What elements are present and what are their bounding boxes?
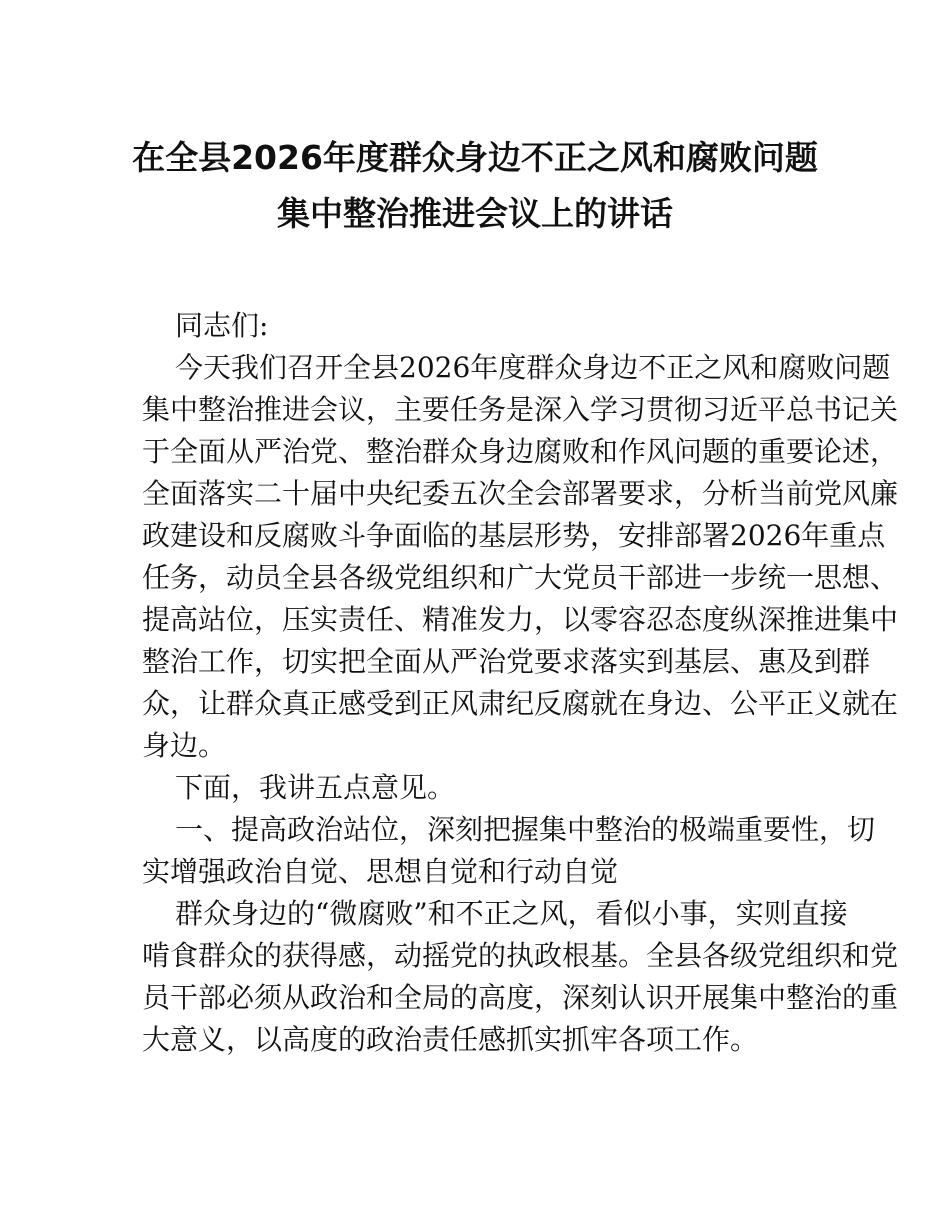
- text-line: 今天我们召开全县2026年度群众身边不正之风和腐败问题: [175, 351, 891, 384]
- document-title: [0, 130, 950, 242]
- salutation: [142, 305, 809, 347]
- paragraph: [142, 893, 899, 1061]
- text-line: 一、提高政治站位，深刻把握集中整治的极端重要性，切: [175, 813, 876, 846]
- text-line: 政建设和反腐败斗争面临的基层形势，安排部署2026年重点: [142, 519, 886, 552]
- text-line: 于全面从严治党、整治群众身边腐败和作风问题的重要论述，: [142, 435, 899, 468]
- text-line: 全面落实二十届中央纪委五次全会部署要求，分析当前党风廉: [142, 477, 899, 510]
- paragraph: [142, 347, 899, 767]
- text-line: 身边。: [142, 729, 227, 762]
- text-line: 下面，我讲五点意见。: [175, 771, 456, 804]
- text-line: 提高站位，压实责任、精准发力，以零容忍态度纵深推进集中: [142, 603, 899, 636]
- paragraph: [142, 767, 809, 809]
- text-line: 员干部必须从政治和全局的高度，深刻认识开展集中整治的重: [142, 981, 899, 1014]
- text-line: 整治工作，切实把全面从严治党要求落实到基层、惠及到群: [142, 645, 871, 678]
- paragraph: [142, 809, 876, 893]
- text-line: 集中整治推进会议，主要任务是深入学习贯彻习近平总书记关: [142, 393, 899, 426]
- text-line: 任务，动员全县各级党组织和广大党员干部进一步统一思想、: [142, 561, 899, 594]
- document-body: [142, 305, 899, 1061]
- text-line: 众，让群众真正感受到正风肃纪反腐就在身边、公平正义就在: [142, 687, 899, 720]
- text-line: 实增强政治自觉、思想自觉和行动自觉: [142, 855, 619, 888]
- text-line: 同志们:: [175, 309, 269, 342]
- text-line: 大意义，以高度的政治责任感抓实抓牢各项工作。: [142, 1023, 759, 1056]
- title-line-2: 集中整治推进会议上的讲话: [277, 194, 673, 233]
- text-line: 啃食群众的获得感，动摇党的执政根基。全县各级党组织和党: [142, 939, 899, 972]
- text-line: 群众身边的“微腐败”和不正之风，看似小事，实则直接: [175, 897, 848, 930]
- title-line-1: 在全县2026年度群众身边不正之风和腐败问题: [132, 138, 818, 177]
